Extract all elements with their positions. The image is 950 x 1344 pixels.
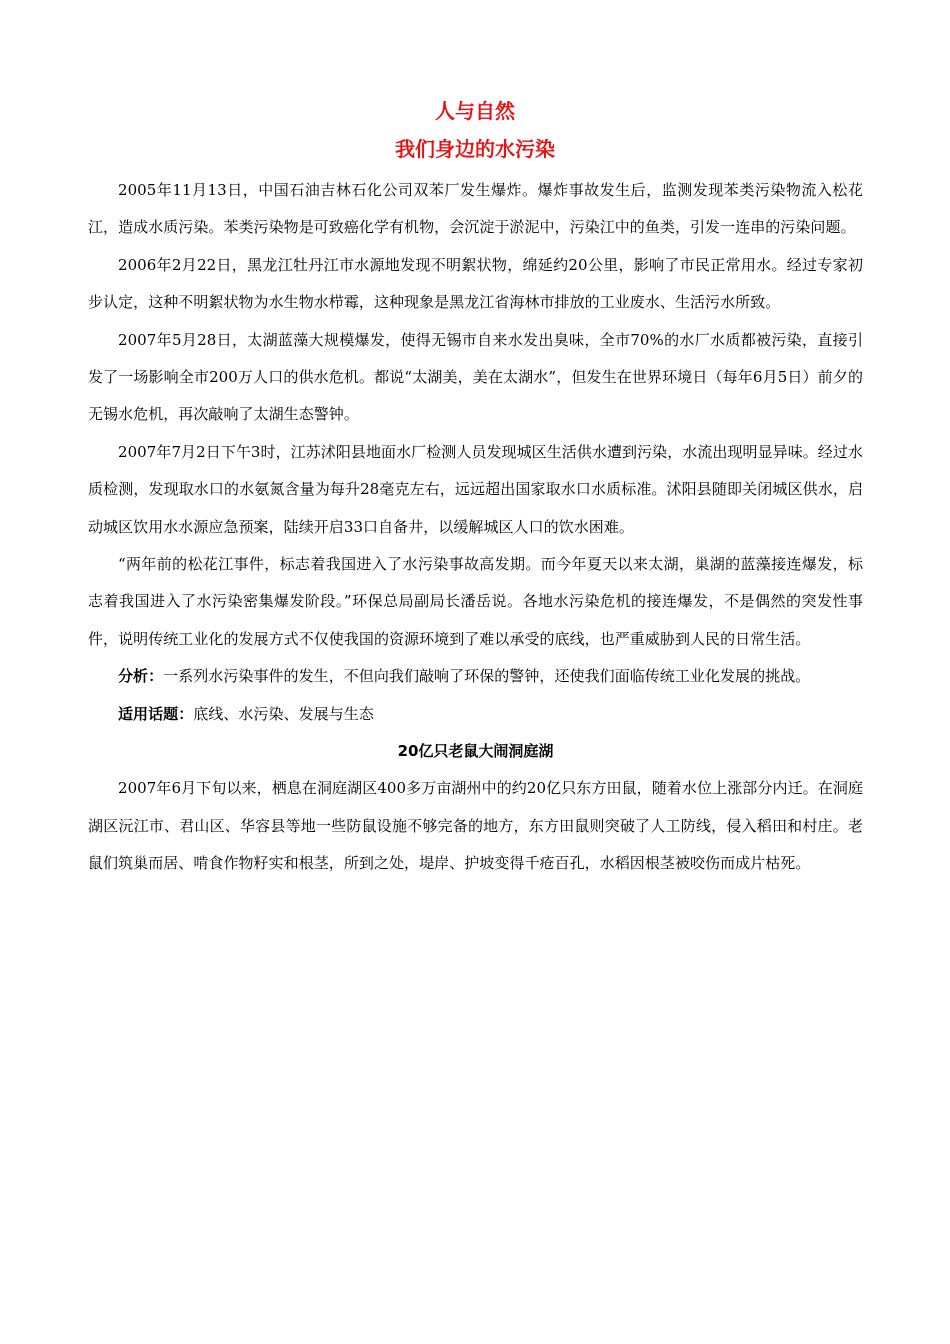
topics-text: 底线、水污染、发展与生态 — [193, 704, 374, 723]
document-title: 人与自然 — [435, 99, 515, 123]
paragraph-shuyang: 2007年7月2日下午3时，江苏沭阳县地面水厂检测人员发现城区生活供水遭到污染，水流出现明显异味。经过水质检测，发现取水口的水氨氮含量为每升28毫克左右，远远超出国家取水口水质标准。沭阳县随即关闭城区供水，启动城区饮用水水源应急预案，陆续开启33口自备井，以缓解城区人口的饮水困难。 — [88, 442, 863, 536]
paragraph-quote-pan-yue: “两年前的松花江事件，标志着我国进入了水污染事故高发期。而今年夏天以来太湖，巢湖的蓝藻接连爆发，标志着我国进入了水污染密集爆发阶段。”环保总局副局长潘岳说。各地水污染危机的接连爆发，不是偶然的突发性事件，说明传统工业化的发展方式不仅使我国的资源环境到了难以承受的底线，也严重威胁到人民的日常生活。 — [88, 555, 863, 648]
topics-paragraph — [88, 696, 863, 733]
analysis-paragraph — [88, 658, 863, 695]
document-subtitle: 我们身边的水污染 — [395, 137, 555, 161]
paragraph-dongting-mice: 2007年6月下旬以来，栖息在洞庭湖区400多万亩湖州中的约20亿只东方田鼠，随着水位上涨部分内迁。在洞庭湖区沅江市、君山区、华容县等地一些防鼠设施不够完备的地方，东方田鼠则突破了人工防线，侵入稻田和村庄。老鼠们筑巢而居、啃食作物籽实和根茎，所到之处，堤岸、护坡变得千疮百孔，水稻因根茎被咬伤而成片枯死。 — [88, 779, 863, 872]
analysis-label: 分析： — [118, 667, 164, 686]
analysis-text: 一系列水污染事件的发生，不但向我们敲响了环保的警钟，还使我们面临传统工业化发展的挑战。 — [163, 667, 811, 686]
document-body — [88, 172, 863, 882]
paragraph-songhua-river: 2005年11月13日，中国石油吉林石化公司双苯厂发生爆炸。爆炸事故发生后，监测发现苯类污染物流入松花江，造成水质污染。苯类污染物是可致癌化学有机物，会沉淀于淤泥中，污染江中的鱼类，引发一连串的污染问题。 — [88, 181, 863, 237]
topics-label: 适用话题： — [118, 704, 194, 723]
section-title-dongting-mice: 20亿只老鼠大闹洞庭湖 — [397, 742, 554, 761]
paragraph-mudanjiang: 2006年2月22日，黑龙江牡丹江市水源地发现不明絮状物，绵延约20公里，影响了市民正常用水。经过专家初步认定，这种不明絮状物为水生物水栉霉，这种现象是黑龙江省海林市排放的工业废水、生活污水所致。 — [88, 255, 863, 312]
paragraph-taihu: 2007年5月28日，太湖蓝藻大规模爆发，使得无锡市自来水发出臭味，全市70%的水厂水质都被污染，直接引发了一场影响全市200万人口的供水危机。都说“太湖美，美在太湖水”，但发生在世界环境日（每年6月5日）前夕的无锡水危机，再次敲响了太湖生态警钟。 — [88, 330, 863, 424]
